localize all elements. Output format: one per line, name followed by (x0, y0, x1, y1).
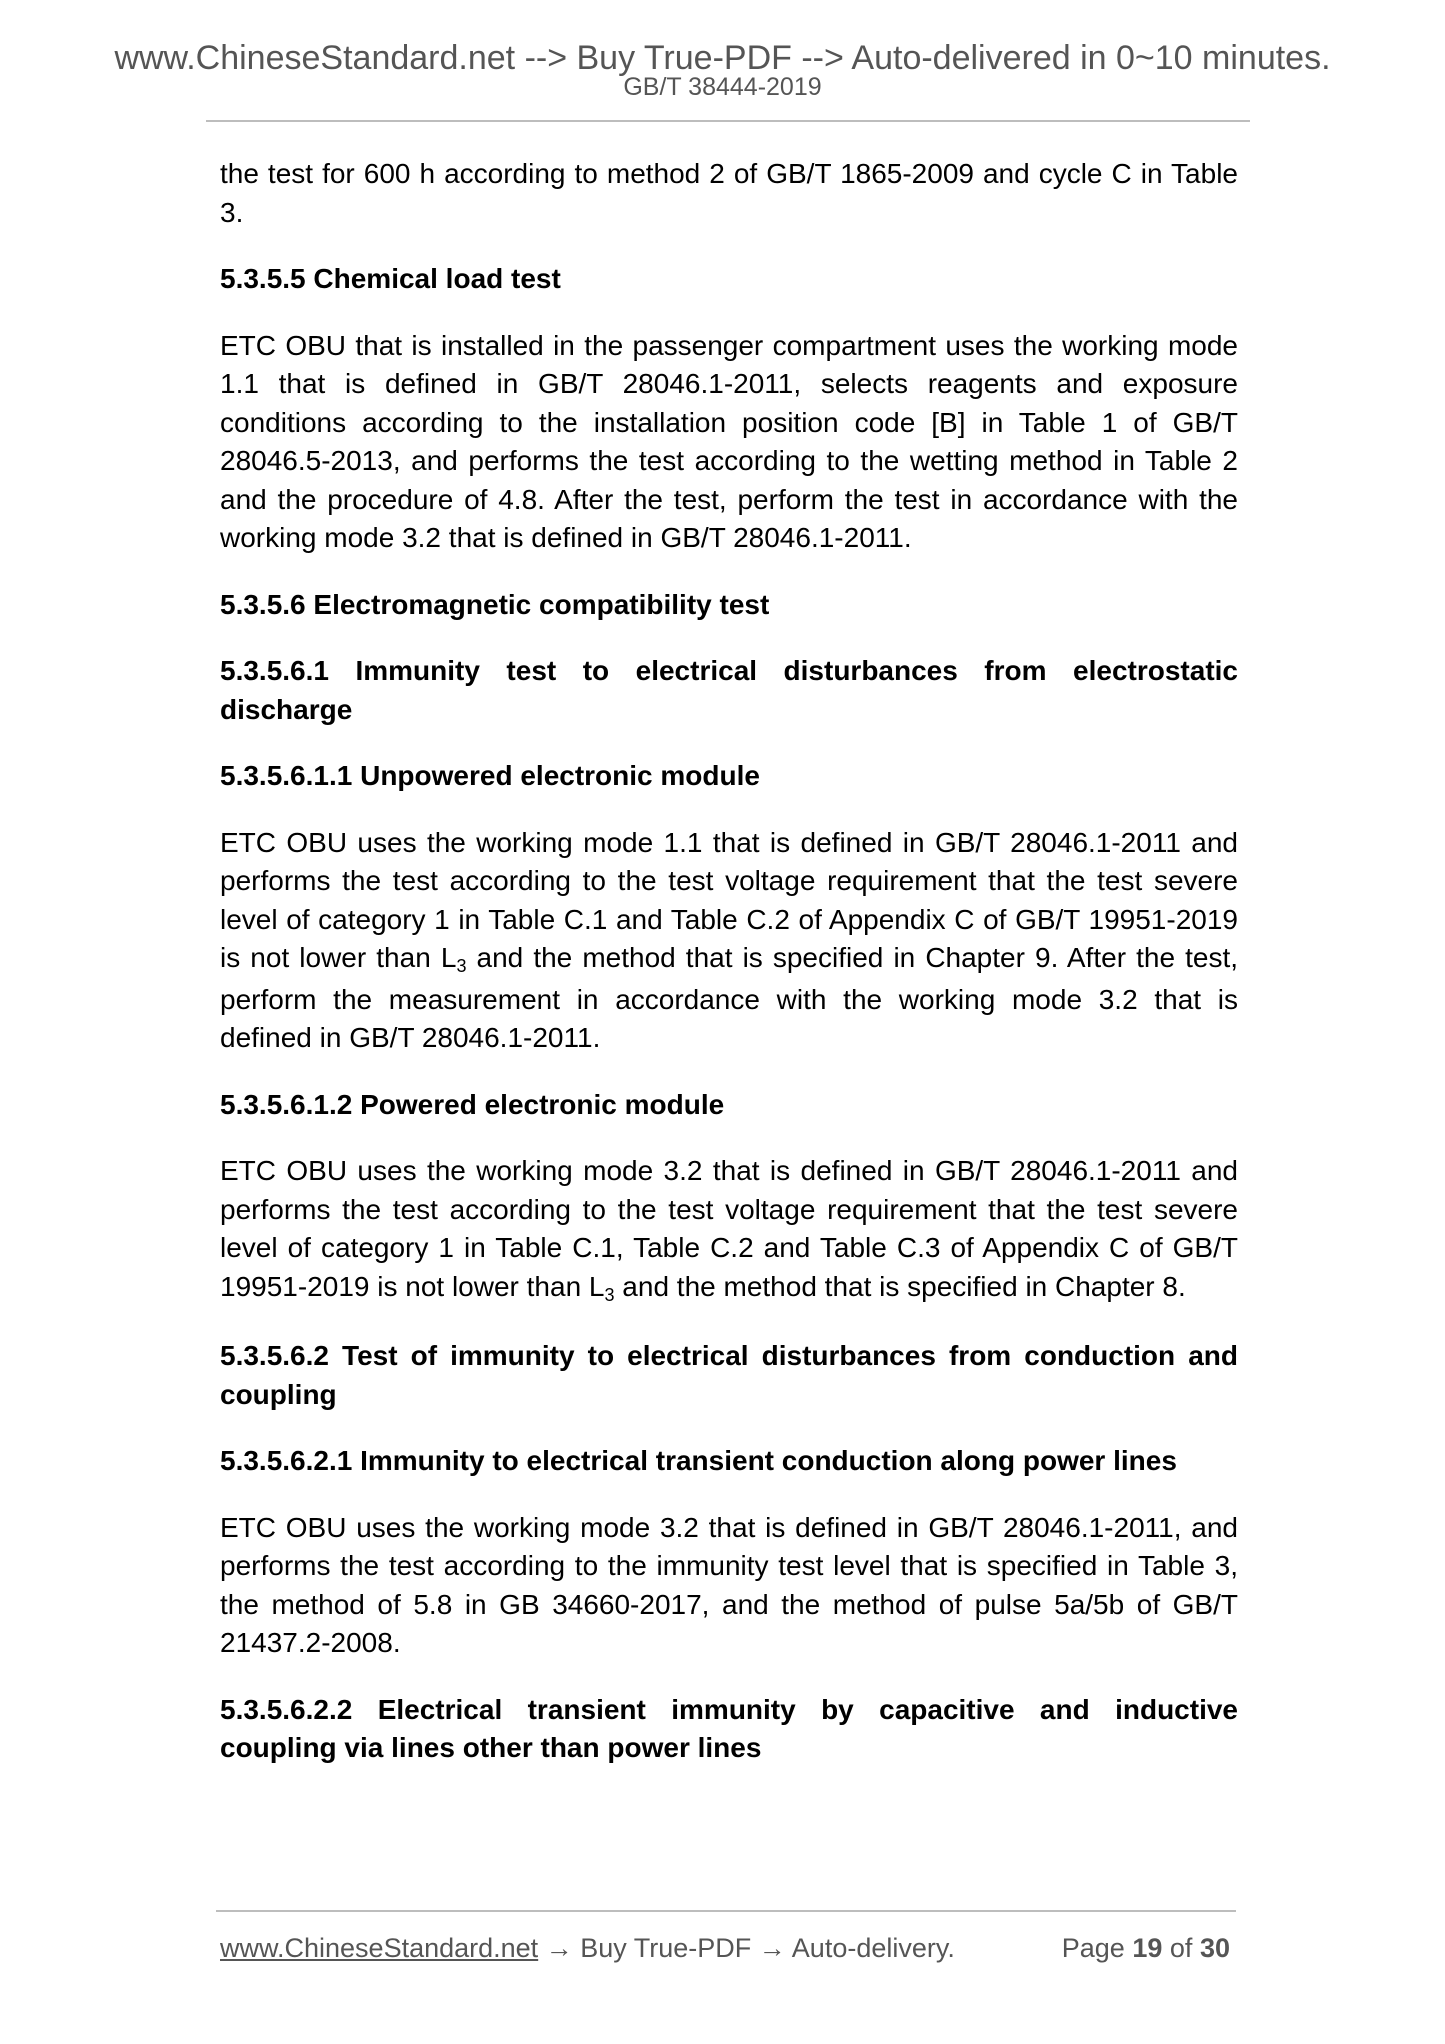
header-divider (206, 120, 1250, 122)
footer-links (220, 1928, 955, 1968)
paragraph-powered-module (220, 1152, 1238, 1309)
subscript: 3 (456, 956, 467, 976)
footer-divider (216, 1910, 1236, 1912)
heading-5-3-5-6-2-2: 5.3.5.6.2.2 Electrical transient immunity by capacitive and inductive coupling via lines other than power lines (220, 1693, 1238, 1763)
paragraph-continued: the test for 600 h according to method 2 of GB/T 1865-2009 and cycle C in Table 3. (220, 158, 1238, 228)
page-footer (220, 1928, 1230, 1968)
paragraph-chemical-load: ETC OBU that is installed in the passenger compartment uses the working mode 1.1 that is defined in GB/T 28046.1-2011, selects reagents and exposure conditions according to the installation position code [B] in Table 1 of GB/T 28046.5-2013, and performs the test according to the wetting method in Table 2 and the procedure of 4.8. After the test, perform the test in accordance with the working mode 3.2 that is defined in GB/T 28046.1-2011. (220, 329, 1238, 553)
text-run: and the method that is specified in Chapter 9. After the test, perform the measurement in accordance with the working mode 3.2 that is defined in GB/T 28046.1-2011. (220, 942, 1238, 1053)
paragraph-power-lines: ETC OBU uses the working mode 3.2 that is defined in GB/T 28046.1-2011, and performs the test according to the immunity test level that is specified in Table 3, the method of 5.8 in GB 34660-2017, and the method of pulse 5a/5b of GB/T 21437.2-2008. (220, 1511, 1238, 1658)
heading-5-3-5-6: 5.3.5.6 Electromagnetic compatibility test (220, 588, 770, 620)
text-run: and the method that is specified in Chapter 8. (614, 1270, 1186, 1302)
page-number (1062, 1928, 1230, 1968)
heading-5-3-5-6-2: 5.3.5.6.2 Test of immunity to electrical disturbances from conduction and coupling (220, 1340, 1238, 1410)
heading-5-3-5-6-1-1: 5.3.5.6.1.1 Unpowered electronic module (220, 760, 760, 791)
heading-5-3-5-6-1: 5.3.5.6.1 Immunity test to electrical disturbances from electrostatic discharge (220, 655, 1238, 725)
page-current: 19 (1132, 1933, 1163, 1963)
site-link[interactable]: www.ChineseStandard.net (220, 1933, 539, 1963)
arrow-icon: → (758, 1933, 786, 1963)
text-run: ETC OBU uses the working mode 1.1 that is defined in GB/T 28046.1-2011 and performs the test according to the test voltage requirement that the test severe level of category 1 in Table C.1 and Table C.2 of Appendix C of GB/T 19951-2019 is not lower than L (220, 826, 1238, 973)
page-of: of (1169, 1933, 1193, 1963)
paragraph-unpowered-module (220, 824, 1238, 1058)
page-label: Page (1061, 1933, 1125, 1963)
heading-5-3-5-5: 5.3.5.5 Chemical load test (220, 263, 561, 294)
standard-code: GB/T 38444-2019 (623, 73, 822, 101)
document-body (220, 155, 1238, 1796)
subscript: 3 (604, 1284, 615, 1305)
heading-5-3-5-6-1-2: 5.3.5.6.1.2 Powered electronic module (220, 1088, 725, 1120)
heading-5-3-5-6-2-1: 5.3.5.6.2.1 Immunity to electrical transient conduction along power lines (220, 1445, 1177, 1476)
arrow-icon: → (545, 1933, 573, 1963)
site-banner: www.ChineseStandard.net --> Buy True-PDF --> Auto-delivered in 0~10 minutes. (114, 39, 1331, 77)
text-run: ETC OBU uses the working mode 3.2 that is defined in GB/T 28046.1-2011 and performs the test according to the test voltage requirement that the test severe level of category 1 in Table C.1, Table C.2 and Table C.3 of Appendix C of GB/T 19951-2019 is not lower than L (220, 1155, 1238, 1302)
page-total: 30 (1199, 1933, 1230, 1963)
delivery-text: Auto-delivery. (791, 1933, 955, 1963)
buy-text: Buy True-PDF (580, 1933, 752, 1963)
